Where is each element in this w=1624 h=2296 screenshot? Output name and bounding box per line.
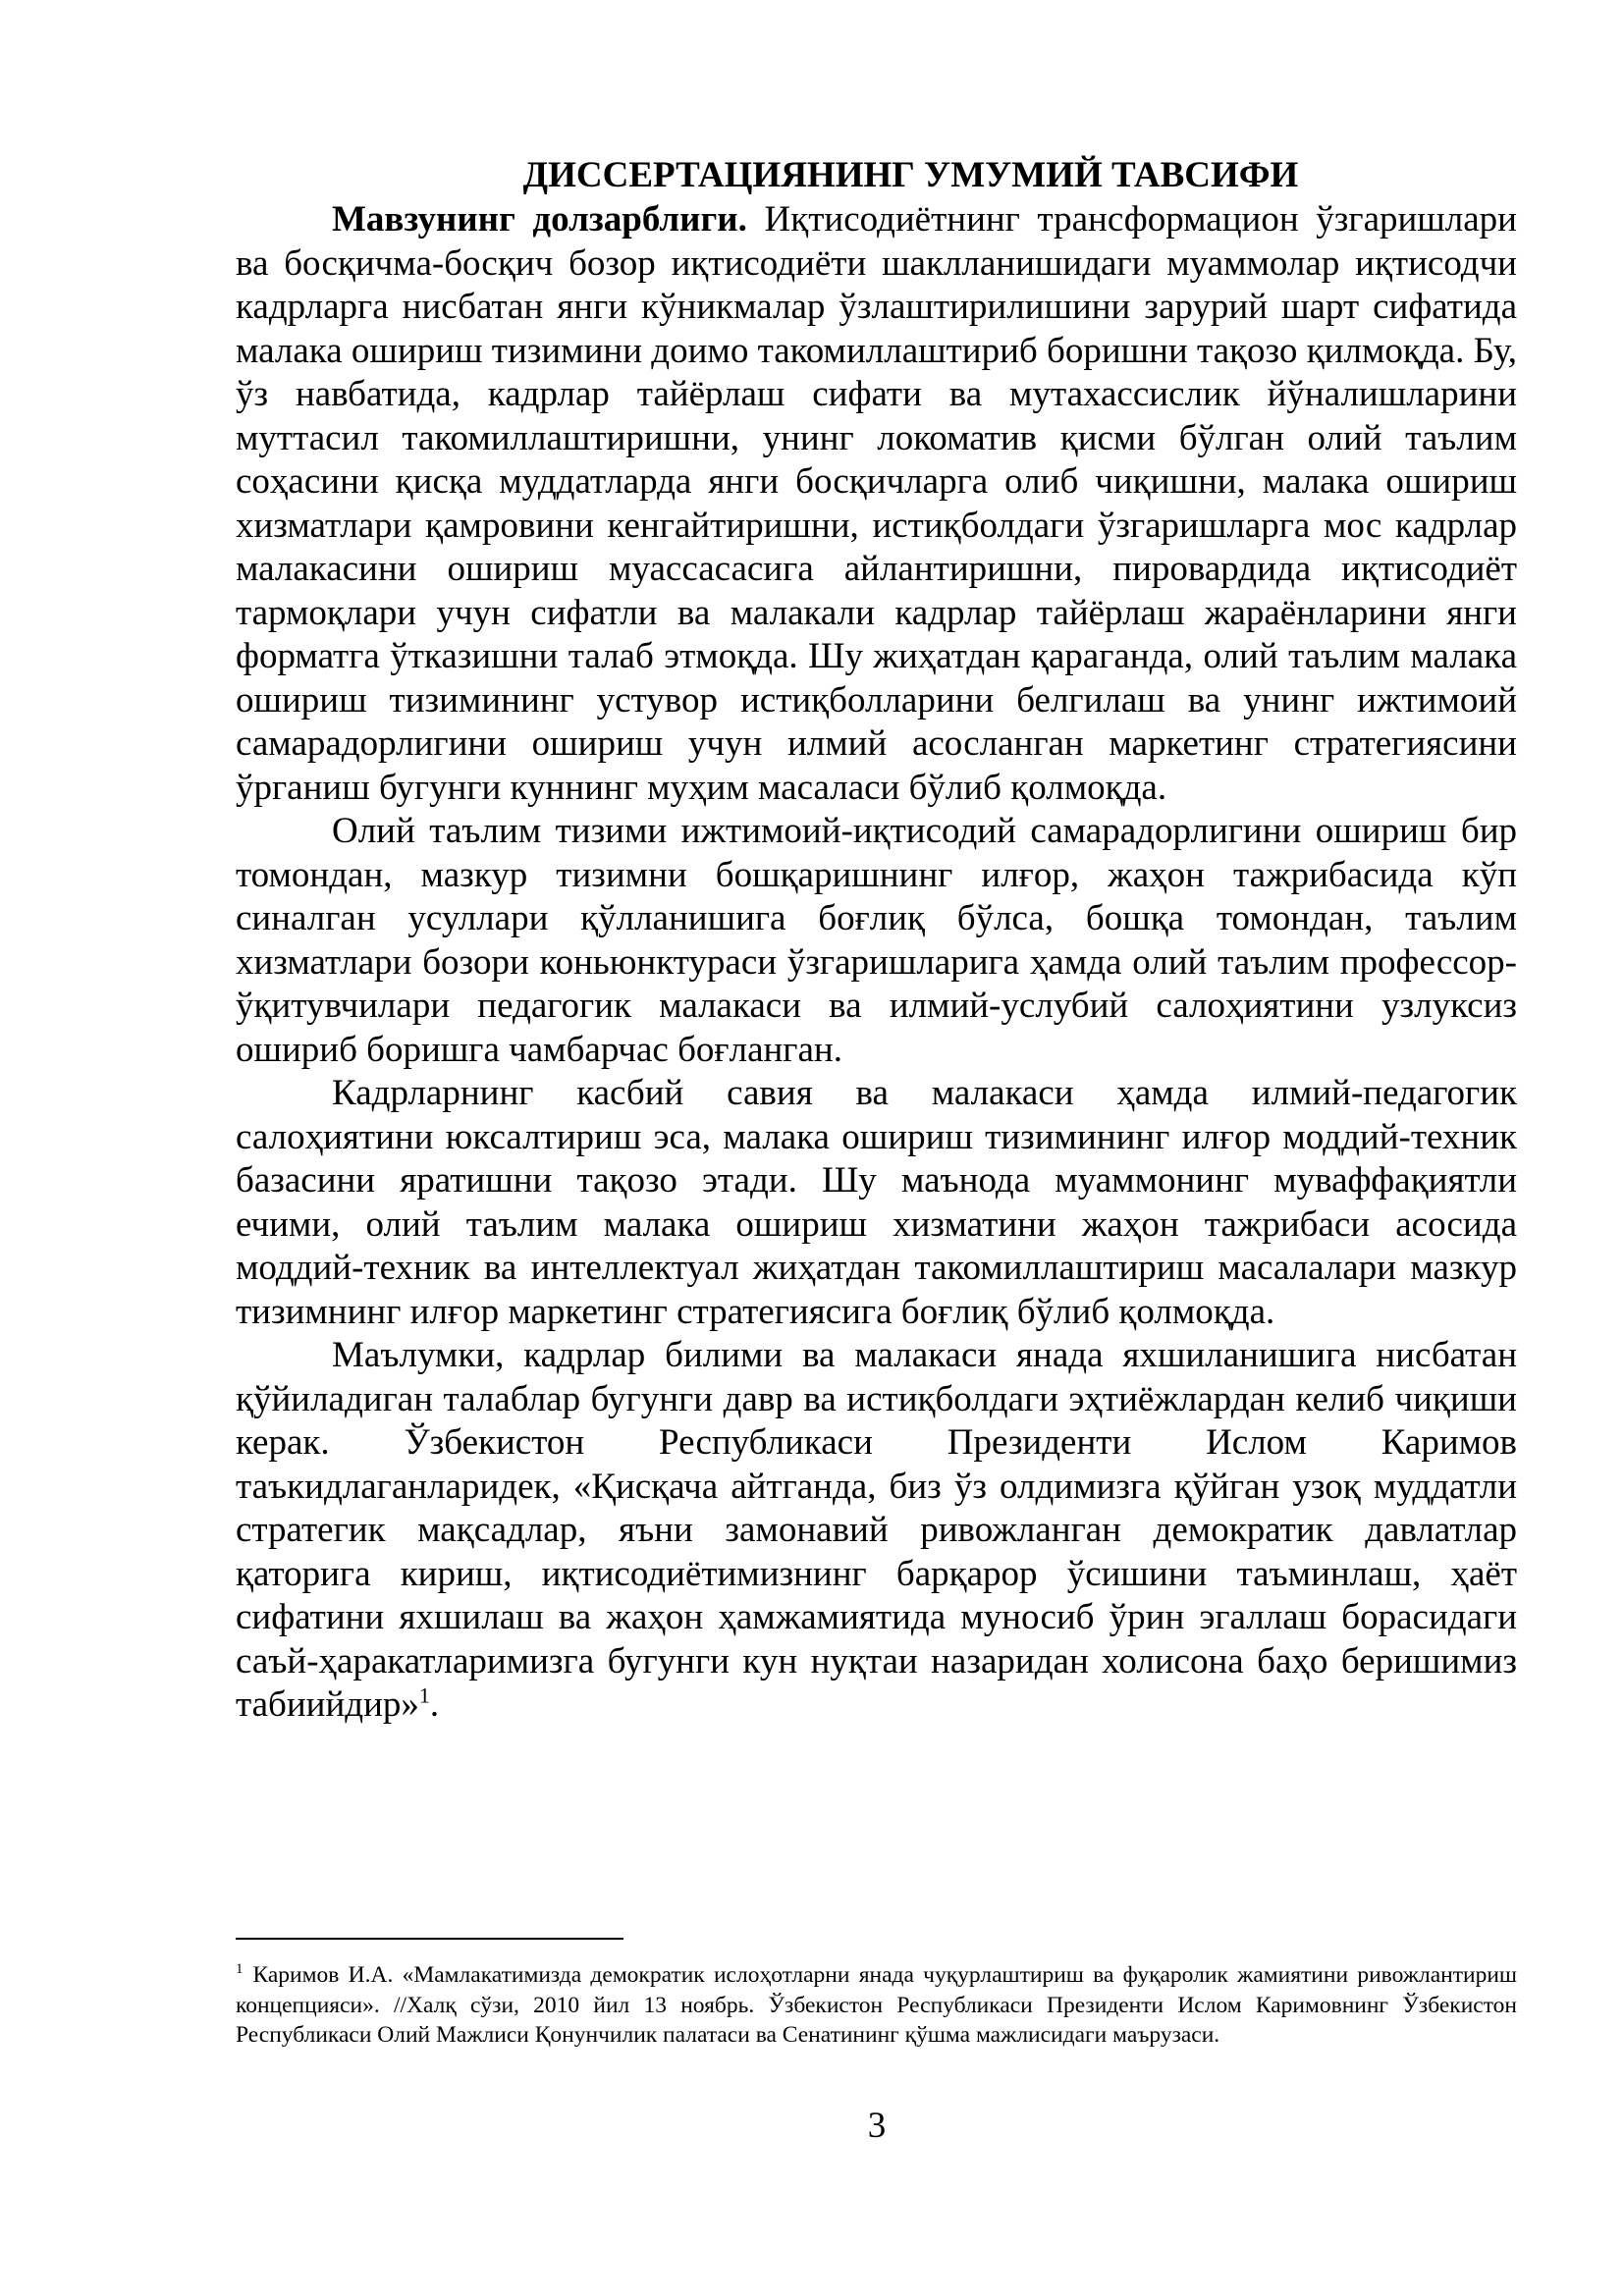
paragraph-text: Маълумки, кадрлар билими ва малакаси янада яхшиланишига нисбатан қўйиладиган талаблар бугунги давр ва истиқболдаги эҳтиёжлардан келиб чиқиши керак. Ўзбекистон Республикаси Президенти Ислом Каримов таъкидлаганларидек, «Қисқача айтганда, биз ўз олдимизга қўйган узоқ муддатли стратегик мақсадлар, яъни замонавий ривожланган демократик давлатлар қаторига кириш, иқтисодиётимизнинг барқарор ўсишини таъминлаш, ҳаёт сифатини яхшилаш ва жаҳон ҳамжамиятида муносиб ўрин эгаллаш борасидаги саъй-ҳаракатларимизга бугунги кун нуқтаи назаридан холисона баҳо беришимиз табиийдир» — [236, 1335, 1517, 1725]
paragraph-text: Кадрларнинг касбий савия ва малакаси ҳамда илмий-педагогик салоҳиятини юксалтириш эса, малака ошириш тизимининг илғор моддий-техник базасини яратишни тақозо этади. Шу маънода муаммонинг муваффақиятли ечими, олий таълим малака ошириш хизматини жаҳон тажрибаси асосида моддий-техник ва интеллектуал жиҳатдан такомиллаштириш масалалари мазкур тизимнинг илғор маркетинг стратегиясига боғлиқ бўлиб қолмоқда. — [236, 1073, 1517, 1332]
footnote-text: Каримов И.А. «Мамлакатимизда демократик ислоҳотларни янада чуқурлаштириш ва фуқаролик жамиятини ривожлантириш концепцияси». //Халқ сўзи, 2010 йил 13 ноябрь. Ўзбекистон Республикаси Президенти Ислом Каримовнинг Ўзбекистон Республикаси Олий Мажлиси Қонунчилик палатаси ва Сенатининг қўшма мажлисидаги маърузаси. — [236, 1962, 1517, 2048]
document-title: ДИССЕРТАЦИЯНИНГ УМУМИЙ ТАВСИФИ — [522, 155, 1299, 195]
footnote-reference[interactable]: 1 — [418, 1682, 430, 1708]
paragraph-text: Олий таълим тизими ижтимоий-иқтисодий самарадорлигини ошириш бир томондан, мазкур тизимни бошқаришнинг илғор, жаҳон тажрибасида кўп синалган усуллари қўлланишига боғлиқ бўлса, бошқа томондан, таълим хизматлари бозори коньюнктураси ўзгаришларига ҳамда олий таълим профессор-ўқитувчилари педагогик малакаси ва илмий-услубий салоҳиятини узлуксиз ошириб боришга чамбарчас боғланган. — [236, 811, 1517, 1070]
paragraph-efficiency — [236, 810, 1517, 1072]
footnote-separator — [236, 1938, 623, 1940]
page-number: 3 — [867, 2106, 887, 2146]
footnote-marker: 1 — [236, 1961, 244, 1978]
paragraph-potential — [236, 1072, 1517, 1334]
document-body — [236, 153, 1517, 1728]
paragraph-relevance — [236, 198, 1517, 810]
paragraph-tail: . — [429, 1684, 440, 1725]
paragraph-quote — [236, 1334, 1517, 1728]
paragraph-text: Иқтисодиётнинг трансформацион ўзгаришлари ва босқичма-босқич бозор иқтисодиёти шаклланишидаги муаммолар иқтисодчи кадрларга нисбатан янги кўникмалар ўзлаштирилишини зарурий шарт сифатида малака ошириш тизимини доимо такомиллаштириб боришни тақозо қилмоқда. Бу, ўз навбатида, кадрлар тайёрлаш сифати ва мутахассислик йўналишларини муттасил такомиллаштиришни, унинг локоматив қисми бўлган олий таълим соҳасини қисқа муддатларда янги босқичларга олиб чиқишни, малака ошириш хизматлари қамровини кенгайтиришни, истиқболдаги ўзгаришларга мос кадрлар малакасини ошириш муассасасига айлантиришни, пировардида иқтисодиёт тармоқлари учун сифатли ва малакали кадрлар тайёрлаш жараёнларини янги форматга ўтказишни талаб этмоқда. Шу жиҳатдан қараганда, олий таълим малака ошириш тизимининг устувор истиқболларини белгилаш ва унинг ижтимоий самарадорлигини ошириш учун илмий асосланган маркетинг стратегиясини ўрганиш бугунги куннинг муҳим масаласи бўлиб қолмоқда. — [236, 199, 1517, 808]
paragraph-lead-heading: Мавзунинг долзарблиги. — [332, 199, 747, 240]
footnote — [236, 1960, 1517, 2051]
